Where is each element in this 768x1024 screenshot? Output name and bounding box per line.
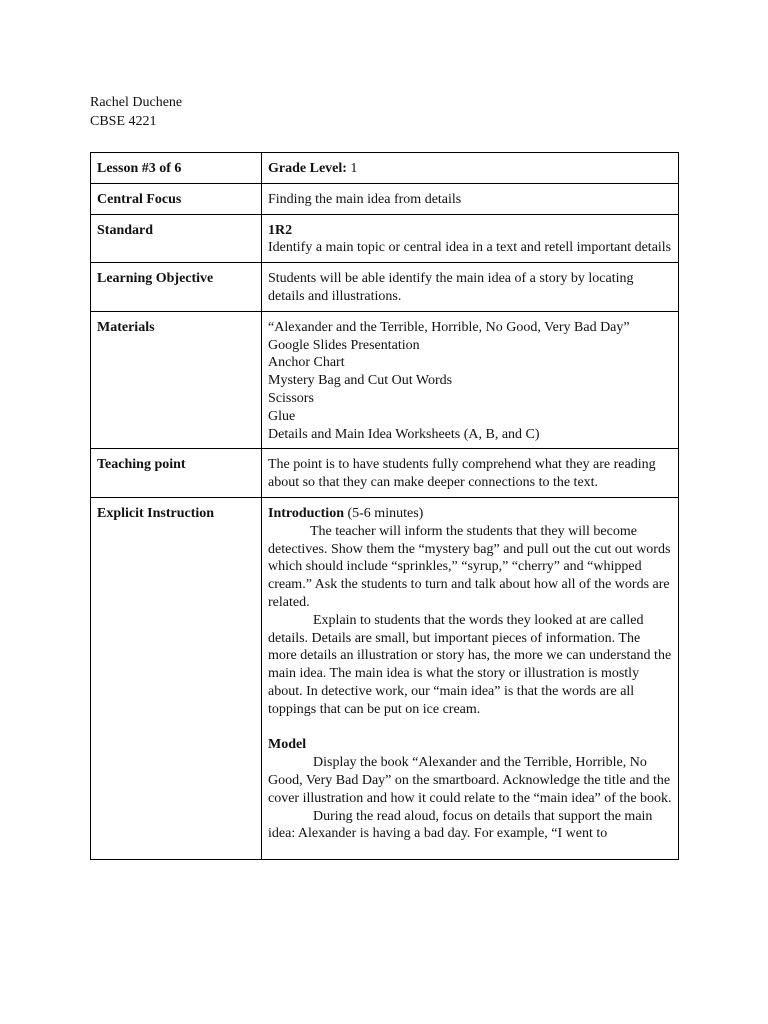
document-header <box>90 93 182 131</box>
table-row <box>91 497 679 859</box>
list-item: Mystery Bag and Cut Out Words <box>268 373 453 389</box>
introduction-heading: Introduction <box>268 505 344 521</box>
learning-objective-text: Students will be able identify the main idea of a story by locating details and illustrations. <box>262 263 679 312</box>
list-item: Details and Main Idea Worksheets (A, B, and C) <box>268 426 540 442</box>
teaching-point-text: The point is to have students fully comprehend what they are reading about so that they can make deeper connections to the text. <box>262 449 679 498</box>
table-row <box>91 449 679 498</box>
table-row <box>91 311 679 449</box>
list-item: Google Slides Presentation <box>268 337 420 353</box>
standard-cell <box>262 214 679 263</box>
table-row <box>91 263 679 312</box>
materials-list <box>262 311 679 449</box>
model-heading: Model <box>268 737 307 753</box>
lesson-plan-table <box>90 152 679 860</box>
introduction-time: (5-6 minutes) <box>343 505 424 521</box>
model-paragraph-1: Display the book “Alexander and the Terrible, Horrible, No Good, Very Bad Day” on the smartboard. Acknowledge the title and the cover illustration and how it could relate to the “main idea” of the book. <box>268 755 672 806</box>
table-row <box>91 153 679 184</box>
central-focus-value: Finding the main idea from details <box>262 183 679 214</box>
teaching-point-label: Teaching point <box>91 449 262 498</box>
explicit-instruction-label: Explicit Instruction <box>91 497 262 859</box>
central-focus-label: Central Focus <box>91 183 262 214</box>
list-item: “Alexander and the Terrible, Horrible, No Good, Very Bad Day” <box>268 319 630 335</box>
course-code: CBSE 4221 <box>90 114 157 129</box>
grade-level-label: Grade Level: <box>268 161 347 176</box>
materials-label: Materials <box>91 311 262 449</box>
grade-level-cell <box>262 153 679 184</box>
standard-label: Standard <box>91 214 262 263</box>
introduction-paragraph-1: The teacher will inform the students that they will become detectives. Show them the “mystery bag” and pull out the cut out words which should include “sprinkles,” “syrup,” “cherry” and “whipped cream.” Ask the students to turn and talk about how all of the words are related. <box>268 523 671 610</box>
model-paragraph-2: During the read aloud, focus on details that support the main idea: Alexander is having a bad day. For example, “I went to <box>268 808 653 842</box>
explicit-instruction-cell <box>262 497 679 859</box>
list-item: Scissors <box>268 390 314 406</box>
standard-text: Identify a main topic or central idea in a text and retell important details <box>268 240 672 256</box>
table-row <box>91 183 679 214</box>
introduction-paragraph-2: Explain to students that the words they looked at are called details. Details are small, but important pieces of information. The more details an illustration or story has, the more we can understand the main idea. The main idea is what the story or illustration is mostly about. In detective work, our “main idea” is that the words are all toppings that can be put on ice cream. <box>268 612 672 717</box>
list-item: Anchor Chart <box>268 355 345 371</box>
explicit-instruction-content <box>268 505 672 859</box>
table-row <box>91 214 679 263</box>
list-item: Glue <box>268 408 296 424</box>
grade-level-value: 1 <box>346 161 358 176</box>
learning-objective-label: Learning Objective <box>91 263 262 312</box>
author-name: Rachel Duchene <box>90 95 183 110</box>
standard-code: 1R2 <box>268 222 293 238</box>
lesson-number: Lesson #3 of 6 <box>91 153 262 184</box>
